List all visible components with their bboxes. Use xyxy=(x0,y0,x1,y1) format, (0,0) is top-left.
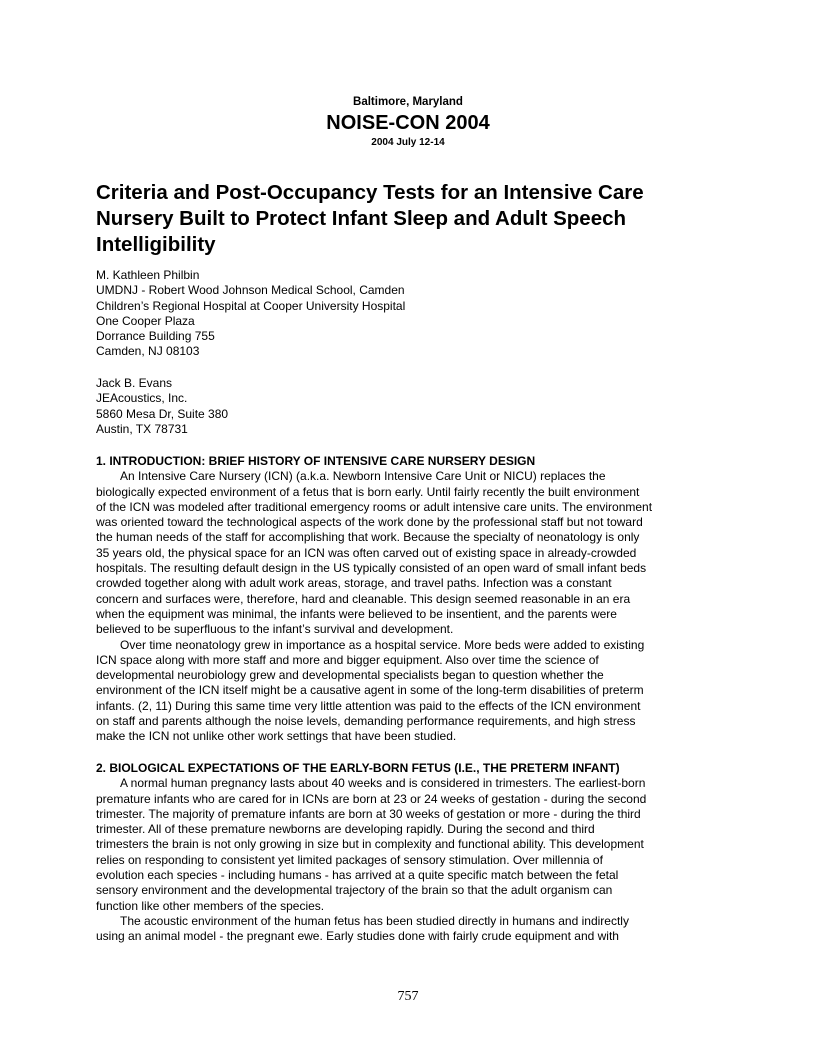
author-block-evans xyxy=(96,376,228,437)
paragraph xyxy=(96,914,736,945)
paragraph-line: ICN space along with more staff and more and bigger equipment. Also over time the science of xyxy=(96,652,599,667)
paragraph-line: biologically expected environment of a fetus that is born early. Until fairly recently the built environment xyxy=(96,484,640,499)
section-heading: 2. BIOLOGICAL EXPECTATIONS OF THE EARLY-BORN FETUS (I.E., THE PRETERM INFANT) xyxy=(96,761,620,775)
paragraph-line: trimester. All of these premature newborns are developing rapidly. During the second and third xyxy=(96,822,595,837)
paragraph-line: trimesters the brain is not only growing in size but in complexity and functional ability. This development xyxy=(96,837,644,852)
paragraph-line: was oriented toward the technological aspects of the work done by the professional staff but not toward xyxy=(96,515,643,530)
paragraph-line: believed to be superfluous to the infant’s survival and development. xyxy=(96,622,454,637)
paragraph-line: trimester. The majority of premature infants are born at 30 weeks of gestation or more - during the third xyxy=(96,806,641,821)
paragraph-line: hospitals. The resulting default design in the US typically consisted of an open ward of small infant beds xyxy=(96,561,647,576)
paragraph xyxy=(96,638,736,745)
author-affiliation: JEAcoustics, Inc. xyxy=(96,391,188,406)
paragraph-line: environment of the ICN itself might be a causative agent in some of the long-term disabilities of preterm xyxy=(96,683,644,698)
conference-date: 2004 July 12-14 xyxy=(371,137,445,148)
paragraph-line: The acoustic environment of the human fetus has been studied directly in humans and indirectly xyxy=(120,913,629,928)
author-affiliation: Children’s Regional Hospital at Cooper University Hospital xyxy=(96,298,406,313)
title-line: Criteria and Post-Occupancy Tests for an Intensive Care xyxy=(96,181,644,204)
author-address: 5860 Mesa Dr, Suite 380 xyxy=(96,406,229,421)
paragraph-line: developmental neurobiology grew and developmental specialists began to question whether the xyxy=(96,668,604,683)
author-name: Jack B. Evans xyxy=(96,376,173,390)
paragraph-line: when the equipment was minimal, the infants were believed to be insentient, and the parents were xyxy=(96,606,617,621)
title-line: Intelligibility xyxy=(96,233,216,256)
paragraph-line: on staff and parents although the noise levels, demanding performance requirements, and high stress xyxy=(96,714,636,729)
paragraph-line: relies on responding to consistent yet limited packages of sensory stimulation. Over millennia of xyxy=(96,852,603,867)
author-name: M. Kathleen Philbin xyxy=(96,268,200,282)
conference-location: Baltimore, Maryland xyxy=(353,96,463,108)
paragraph xyxy=(96,776,736,914)
author-address: Camden, NJ 08103 xyxy=(96,344,200,359)
paragraph-line: function like other members of the species. xyxy=(96,898,325,913)
title-line: Nursery Built to Protect Infant Sleep and Adult Speech xyxy=(96,207,627,230)
paper-title xyxy=(96,180,736,258)
paragraph-line: 35 years old, the physical space for an ICN was often carved out of existing space in already-crowded xyxy=(96,545,637,560)
paragraph-line: concern and surfaces were, therefore, hard and cleanable. This design seemed reasonable in an era xyxy=(96,591,631,606)
paragraph-line: make the ICN not unlike other work settings that have been studied. xyxy=(96,729,457,744)
paragraph xyxy=(96,469,736,637)
paragraph-line: premature infants who are cared for in ICNs are born at 23 or 24 weeks of gestation - during the second xyxy=(96,791,647,806)
author-address: One Cooper Plaza xyxy=(96,313,195,328)
author-address: Austin, TX 78731 xyxy=(96,421,188,436)
paragraph-line: An Intensive Care Nursery (ICN) (a.k.a. Newborn Intensive Care Unit or NICU) replaces the xyxy=(120,469,606,484)
paragraph-line: using an animal model - the pregnant ewe. Early studies done with fairly crude equipment and with xyxy=(96,929,619,944)
author-affiliation: UMDNJ - Robert Wood Johnson Medical School, Camden xyxy=(96,283,405,298)
paragraph-line: sensory environment and the developmental trajectory of the brain so that the adult organism can xyxy=(96,883,613,898)
paragraph-line: crowded together along with adult work areas, storage, and travel paths. Infection was a constant xyxy=(96,576,612,591)
author-address: Dorrance Building 755 xyxy=(96,329,215,344)
paragraph-line: A normal human pregnancy lasts about 40 weeks and is considered in trimesters. The earliest-born xyxy=(120,776,646,791)
paragraph-line: the human needs of the staff for accomplishing that work. Because the specialty of neonatology is only xyxy=(96,530,640,545)
paragraph-line: of the ICN was modeled after traditional emergency rooms or adult intensive care units. The environment xyxy=(96,499,653,514)
section-heading: 1. INTRODUCTION: BRIEF HISTORY OF INTENSIVE CARE NURSERY DESIGN xyxy=(96,454,536,468)
section-biological-expectations xyxy=(96,761,736,945)
paragraph-line: evolution each species - including humans - has arrived at a quite specific match between the fetal xyxy=(96,868,619,883)
conference-name: NOISE-CON 2004 xyxy=(326,112,490,134)
paragraph-line: Over time neonatology grew in importance as a hospital service. More beds were added to existing xyxy=(120,637,645,652)
paragraph-line: infants. (2, 11) During this same time very little attention was paid to the effects of the ICN environment xyxy=(96,698,641,713)
section-introduction xyxy=(96,454,736,745)
page-number: 757 xyxy=(397,989,419,1004)
author-block-philbin xyxy=(96,268,405,360)
